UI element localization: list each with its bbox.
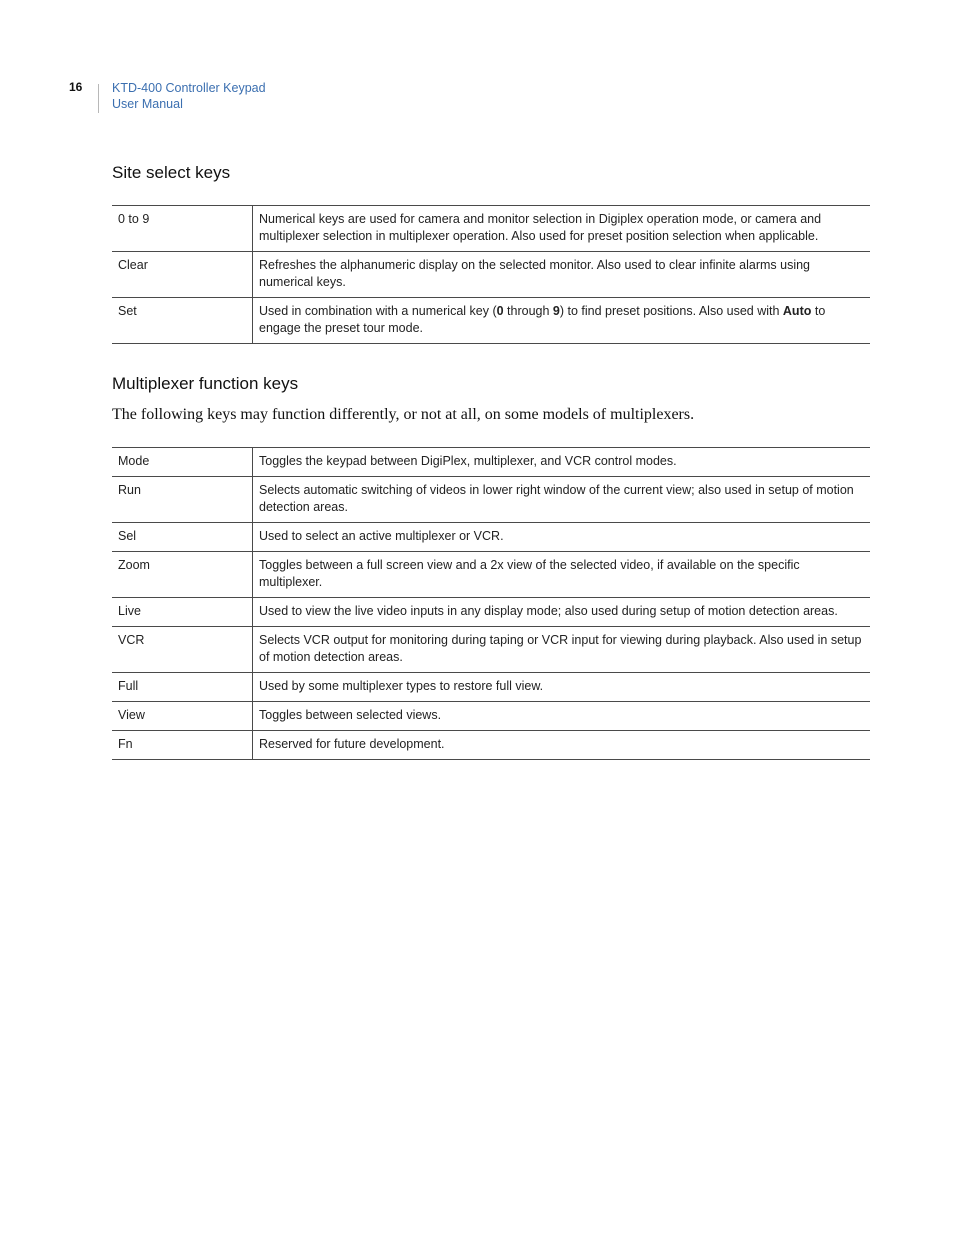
header-divider	[98, 84, 99, 113]
desc-text: ) to find preset positions. Also used with	[559, 304, 783, 318]
key-description: Used to select an active multiplexer or VCR.	[253, 523, 871, 552]
table-row	[112, 298, 870, 344]
key-description: Used by some multiplexer types to restore full view.	[253, 673, 871, 702]
multiplexer-heading: Multiplexer function keys	[112, 374, 299, 393]
multiplexer-intro: The following keys may function differently, or not at all, on some models of multiplexers.	[112, 406, 695, 423]
table-row	[112, 731, 870, 760]
key-description: Toggles the keypad between DigiPlex, multiplexer, and VCR control modes.	[253, 448, 871, 477]
document-title-line-1: KTD-400 Controller Keypad	[112, 81, 266, 95]
key-reference-auto: Auto	[782, 304, 812, 318]
key-description: Toggles between selected views.	[253, 702, 871, 731]
table-row	[112, 477, 870, 523]
table-row	[112, 627, 870, 673]
key-name: Full	[112, 673, 253, 702]
table-row	[112, 702, 870, 731]
key-description: Numerical keys are used for camera and monitor selection in Digiplex operation mode, or camera and multiplexer selection in multiplexer operation. Also used for preset position selection when applicable.	[253, 206, 871, 252]
desc-text: to engage the preset tour mode.	[259, 304, 826, 335]
document-title-line-2: User Manual	[112, 97, 183, 111]
key-name: Set	[112, 298, 253, 344]
table-row	[112, 523, 870, 552]
key-name: Mode	[112, 448, 253, 477]
table-row	[112, 598, 870, 627]
key-description: Used to view the live video inputs in any display mode; also used during setup of motion detection areas.	[253, 598, 871, 627]
key-description: Reserved for future development.	[253, 731, 871, 760]
page-number: 16	[69, 80, 83, 94]
key-reference-0: 0	[496, 304, 504, 318]
key-description: Toggles between a full screen view and a 2x view of the selected video, if available on the specific multiplexer.	[253, 552, 871, 598]
key-reference-9: 9	[552, 304, 560, 318]
site-select-heading: Site select keys	[112, 163, 231, 182]
key-description: Refreshes the alphanumeric display on the selected monitor. Also used to clear infinite alarms using numerical keys.	[253, 252, 871, 298]
desc-text: Used in combination with a numerical key (	[259, 304, 497, 318]
multiplexer-table	[112, 447, 870, 760]
key-name: VCR	[112, 627, 253, 673]
document-title	[112, 80, 412, 112]
desc-text: through	[503, 304, 553, 318]
table-row	[112, 252, 870, 298]
table-row	[112, 448, 870, 477]
key-name: Live	[112, 598, 253, 627]
key-name: View	[112, 702, 253, 731]
table-row	[112, 552, 870, 598]
key-name: Zoom	[112, 552, 253, 598]
key-name: Clear	[112, 252, 253, 298]
key-name: Run	[112, 477, 253, 523]
key-name: Fn	[112, 731, 253, 760]
table-row	[112, 673, 870, 702]
key-description: Selects VCR output for monitoring during taping or VCR input for viewing during playback. Also used in setup of motion detection areas.	[253, 627, 871, 673]
table-row	[112, 206, 870, 252]
key-description: Selects automatic switching of videos in lower right window of the current view; also used in setup of motion detection areas.	[253, 477, 871, 523]
key-name: 0 to 9	[112, 206, 253, 252]
site-select-table	[112, 205, 870, 344]
key-name: Sel	[112, 523, 253, 552]
key-description	[253, 298, 871, 344]
